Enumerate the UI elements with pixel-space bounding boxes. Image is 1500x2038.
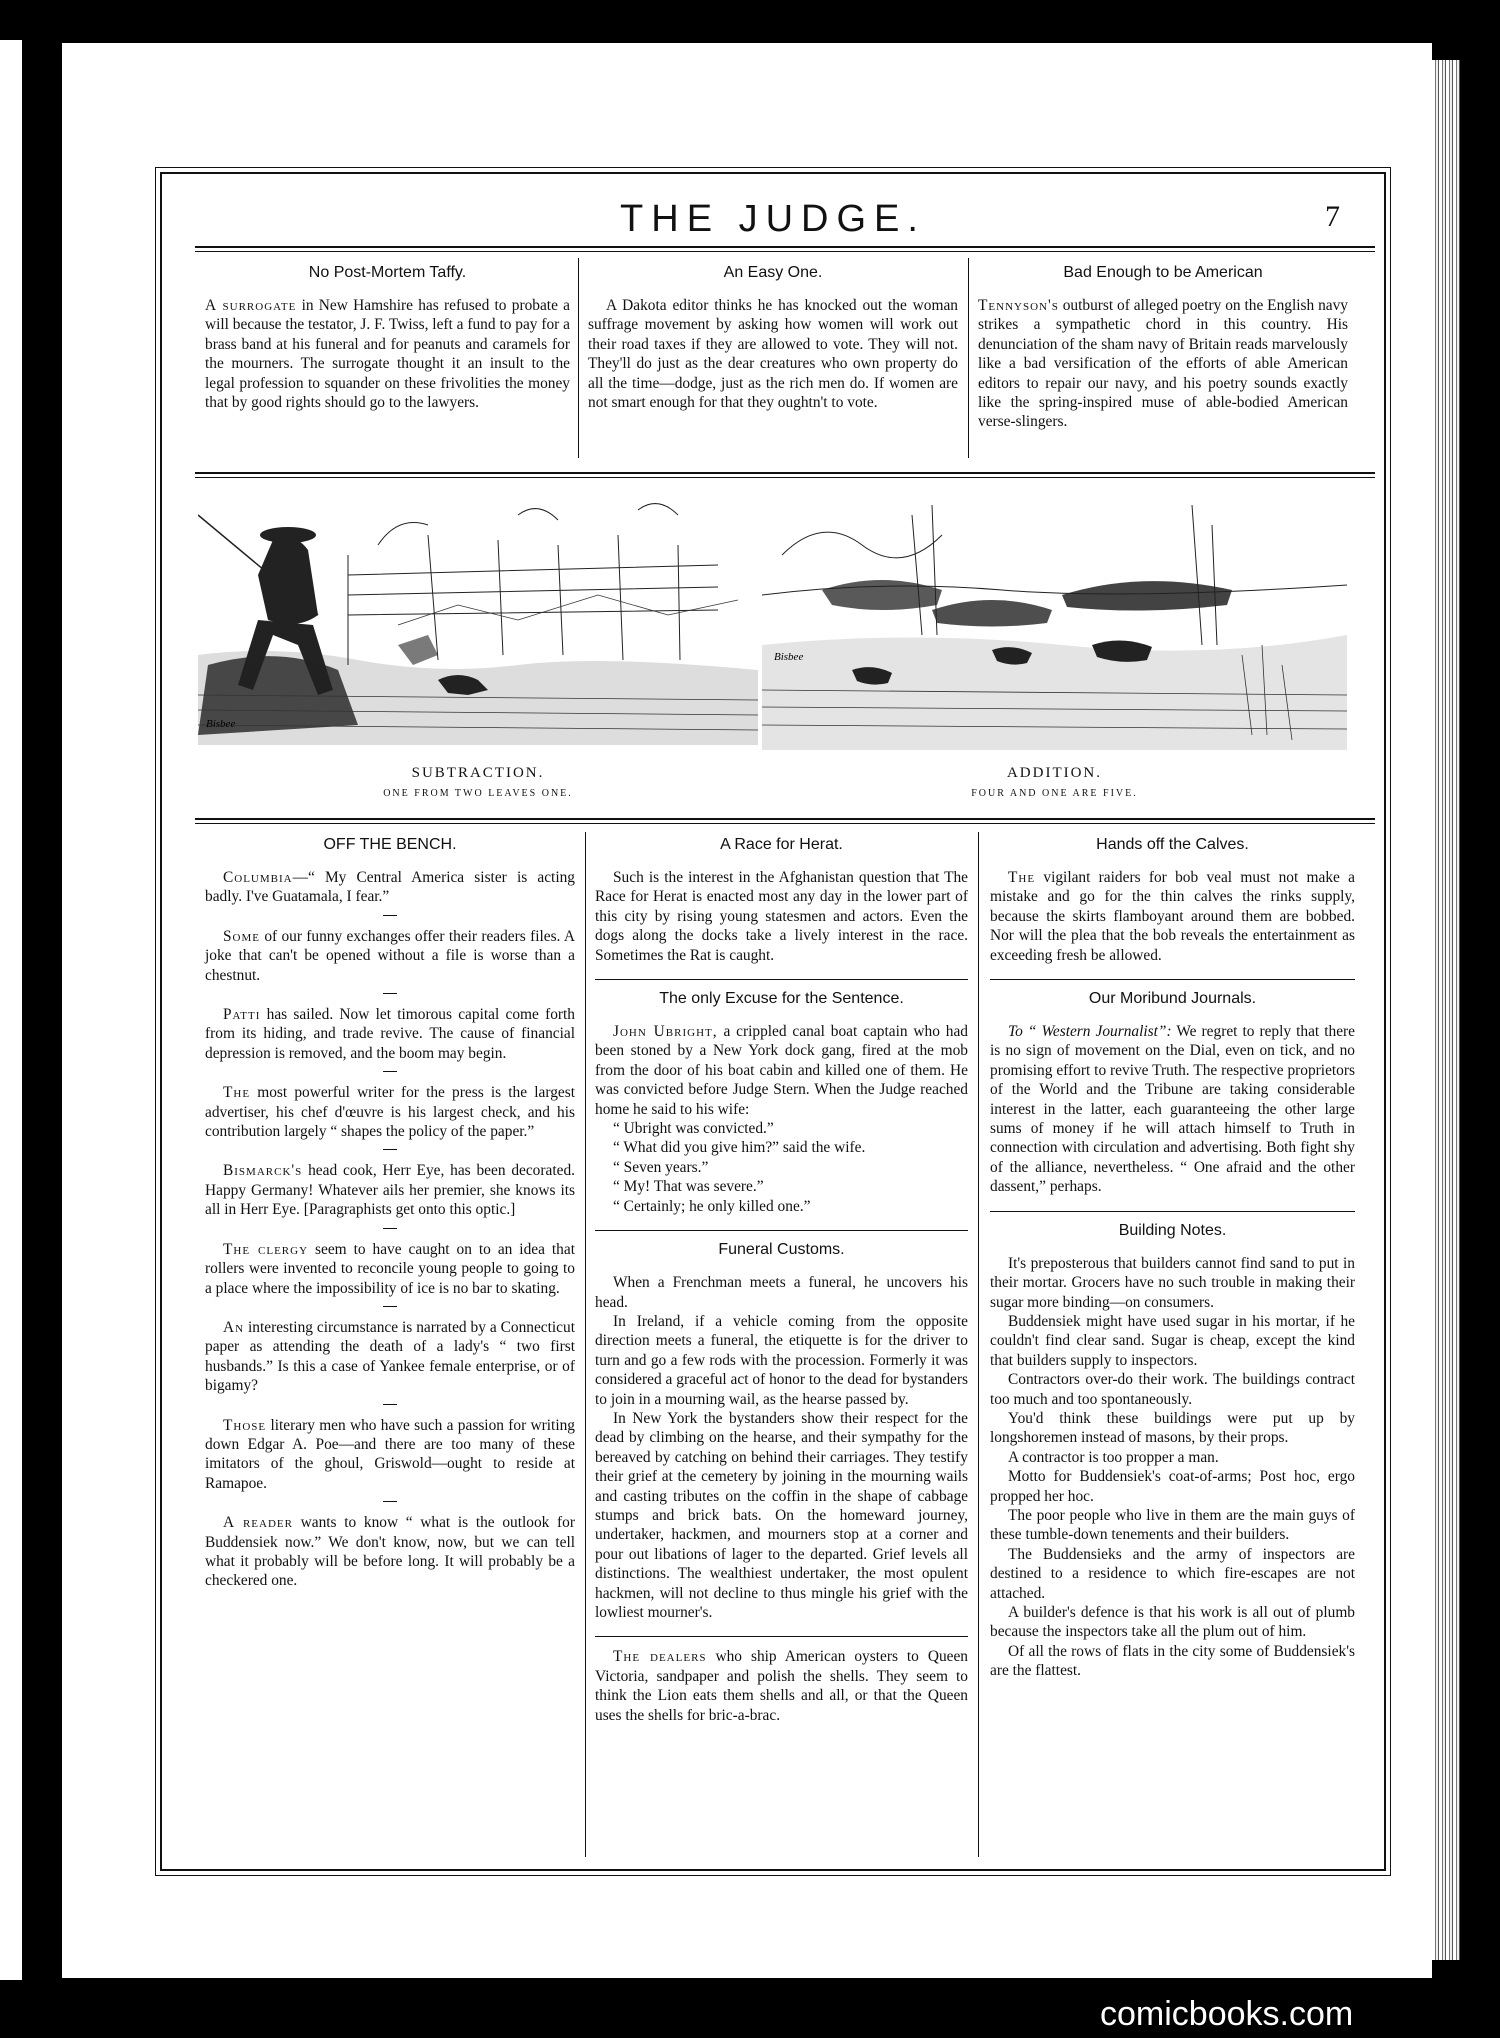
paragraph-text: seem to have caught on to an idea that rollers were invented to reconcile young people to going to a place where the impossibility of ice is no bar to skating. <box>205 1240 575 1297</box>
paragraph-text: You'd think these buildings were put up by longshoremen instead of masons, by their props. <box>990 1409 1355 1447</box>
page-number: 7 <box>1325 200 1340 233</box>
column-divider <box>978 832 979 1857</box>
lead-word: Patti <box>223 1006 261 1024</box>
paragraph-item <box>205 868 575 907</box>
paragraph-text: most powerful writer for the press is the largest advertiser, his chef d'œuvre is his largest check, and his contribution largely “ shapes the policy of the paper.” <box>205 1084 575 1141</box>
dialogue-line: “ Seven years.” <box>613 1158 709 1176</box>
paragraph-text: Such is the interest in the Afghanistan question that The Race for Herat is enacted most any day in the lower part of this city by rising young statesmen and actors. Even the dogs along the docks take a lively interest in the race. Sometimes the Rat is caught. <box>595 869 968 964</box>
section-rule <box>195 818 1375 820</box>
paragraph-item <box>205 927 575 985</box>
article-funeral-customs <box>595 1230 968 1622</box>
article-text: in New Hamshire has refused to probate a will because the testator, J. F. Twiss, left a fund to pay for a brass band at his funeral and for peanuts and caramels for the mourners. The surrogate thought it an insult to the legal profession to squander on these frivolities the money that by good rights should go to the lawyers. <box>205 297 570 412</box>
lead-word: The <box>1008 869 1036 886</box>
article-title: Building Notes. <box>1118 1221 1227 1239</box>
lead-word: A reader <box>223 1514 293 1532</box>
paragraph-text: The poor people who live in them are the main guys of these tumble-down tenements and their builders. <box>990 1506 1355 1544</box>
article-title: No Post-Mortem Taffy. <box>308 264 467 281</box>
article-moribund-journals <box>990 979 1355 1197</box>
article-body <box>588 296 958 412</box>
caption-subtraction <box>198 765 758 799</box>
paragraph-text: It's preposterous that builders cannot find sand to put in their mortar. Grocers have no such trouble in making their sugar more binding—on consumers. <box>990 1254 1355 1311</box>
lead-word: To “ Western Journalist”: <box>1008 1023 1172 1041</box>
article-title: Bad Enough to be American <box>1063 264 1263 281</box>
paragraph-text: Buddensiek might have used sugar in his mortar, if he couldn't find clear sand. Sugar is cheap, except the kind that builders supply to inspectors. <box>990 1312 1355 1369</box>
article-title: An Easy One. <box>723 264 823 281</box>
masthead-rule-2 <box>195 251 1375 252</box>
paragraph-item <box>205 1416 575 1494</box>
paragraph-item <box>205 1083 575 1141</box>
article-title: Funeral Customs. <box>718 1241 845 1259</box>
paragraph-item <box>205 1005 575 1063</box>
column-right <box>990 836 1355 1695</box>
paragraph-item <box>205 1513 575 1591</box>
paragraph-text: wants to know “ what is the outlook for Buddensiek now.” We don't know, now, but we can tell what it probably will be before long. It will probably be a checkered one. <box>205 1514 575 1590</box>
column-off-the-bench <box>205 836 575 1611</box>
article-oyster-dealers <box>595 1636 968 1725</box>
lead-word: The <box>223 1084 251 1102</box>
paragraph-text: —“ My Central America sister is acting badly. I've Guatamala, I fear.” <box>205 869 575 906</box>
artist-signature: Bisbee <box>206 718 236 730</box>
paragraph-text: In Ireland, if a vehicle coming from the opposite direction meets a funeral, the etiquette is for the driver to turn and go a few rods with the procession. Formerly it was considered a graceful act of honor to the dead for bystanders to join in a mourning wail, as the hearse passed by. <box>595 1312 968 1408</box>
article-only-excuse <box>595 979 968 1216</box>
article-body <box>978 296 1348 432</box>
article-easy-one <box>588 264 958 412</box>
caption-addition <box>762 765 1347 799</box>
paragraph-text: who ship American oysters to Queen Victoria, sandpaper and polish the shells. They seem to think the Lion eats them shells and all, or that the Queen uses the shells for bric-a-brac. <box>595 1648 969 1724</box>
article-race-for-herat <box>595 868 968 965</box>
column-divider <box>578 258 579 458</box>
article-text: outburst of alleged poetry on the English navy strikes a sympathetic chord in this country. His denunciation of the sham navy of Britain reads marvelously like a bad versification of the efforts of able American editors to repair our navy, and his poetry sounds exactly like the spring-inspired muse of able-bodied American verse-slingers. <box>978 297 1348 431</box>
paragraph-text: When a Frenchman meets a funeral, he uncovers his head. <box>595 1274 968 1311</box>
article-body <box>205 296 570 412</box>
paragraph-text: vigilant raiders for bob veal must not make a mistake and go for the thin calves the rinks supply, because the skirts flamboyant around them are bobbed. Nor will the plea that the bob reveals the entertainment as exceeding fresh be allowed. <box>990 869 1355 964</box>
paragraph-text: of our funny exchanges offer their readers files. A joke that can't be opened without a file is worse than a chestnut. <box>205 927 575 984</box>
dialogue-line: “ Certainly; he only killed one.” <box>613 1197 811 1215</box>
caption-subtitle: FOUR AND ONE ARE FIVE. <box>971 788 1138 799</box>
paragraph-text: In New York the bystanders show their respect for the dead by climbing on the hearse, and their sympathy for the bereaved by catching on behind their carriages. They testify their grief at the cemetery by joining in the mourning wails and casting tributes on the coffin in the shape of cabbage stumps and brick bats. On the homeward journey, undertaker, hackmen, and mourners stop at a corner and pour out libations of lager to the departed. Grief levels all distinctions. The wealthiest undertaker, the most opulent hackmen, will not decline to thus mingle his grief with the lowliest mourner's. <box>595 1409 968 1621</box>
lead-word: Columbia <box>223 869 293 886</box>
cartoon-subtraction <box>198 495 758 745</box>
article-post-mortem-taffy <box>205 264 570 412</box>
section-rule <box>195 472 1375 474</box>
paragraph-item <box>205 1161 575 1219</box>
stacked-page-edges <box>1432 60 1460 1960</box>
paragraph-text: Of all the rows of flats in the city some of Buddensiek's are the flattest. <box>990 1642 1355 1680</box>
lead-word: The clergy <box>223 1240 309 1258</box>
masthead-title: THE JUDGE. <box>620 198 926 240</box>
section-rule-2 <box>195 823 1375 824</box>
column-middle <box>595 836 968 1739</box>
paragraph-text: Contractors over-do their work. The buildings contract too much and too spontaneously. <box>990 1371 1355 1408</box>
caption-title: SUBTRACTION. <box>411 765 545 781</box>
lead-word: Those <box>223 1416 267 1434</box>
column-divider <box>968 258 969 458</box>
paragraph-item <box>205 1240 575 1298</box>
dialogue-line: “ My! That was severe.” <box>613 1178 764 1196</box>
article-bad-enough <box>978 264 1348 432</box>
paragraph-text: A contractor is too propper a man. <box>1008 1448 1219 1466</box>
paragraph-text: We regret to reply that there is no sign of movement on the Dial, even on tick, and no promising effort to revive Truth. The respective proprietors of the World and the Tribune are taking considerable interest in the latter, each guaranteeing the other large sums of money if he will attach himself to Truth in connection with circulation and advertising. Both fight shy of the alliance, nevertheless. “ One afraid and the other dassent,” perhaps. <box>990 1023 1355 1196</box>
paragraph-text: literary men who have such a passion for writing down Edgar A. Poe—and there are too many of these imitators of the ghoul, Griswold—ought to reside at Ramapoe. <box>205 1416 575 1492</box>
left-page-edge <box>0 40 22 1980</box>
dialogue-line: “ Ubright was convicted.” <box>613 1120 774 1138</box>
section-title: OFF THE BENCH. <box>323 836 457 853</box>
section-rule-2 <box>195 477 1375 478</box>
article-text: A Dakota editor thinks he has knocked out the woman suffrage movement by asking how women will work out their road taxes if they are allowed to vote. They will not. They'll do just as the dear creatures who own property do all the time—dodge, just as the rich men do. If women are not smart enough for that they oughtn't to vote. <box>588 297 958 412</box>
lead-word: John Ubright, <box>613 1023 718 1041</box>
artist-signature: Bisbee <box>774 651 804 663</box>
paragraph-text: Motto for Buddensiek's coat-of-arms; Post hoc, ergo propped her hoc. <box>990 1468 1355 1505</box>
paragraph-text: interesting circumstance is narrated by a Connecticut paper as attending the death of a lady's “ two first husbands.” Is this a case of Yankee female enterprise, or of bigamy? <box>205 1318 575 1395</box>
lead-word: The dealers <box>613 1648 707 1666</box>
caption-subtitle: ONE FROM TWO LEAVES ONE. <box>383 788 573 799</box>
paragraph-text: has sailed. Now let timorous capital come forth from its hiding, and trade revive. The cause of financial depression is removed, and the boom may begin. <box>205 1006 575 1062</box>
lead-word: Tennyson's <box>978 297 1059 314</box>
paragraph-text: The Buddensieks and the army of inspectors are destined to a residence to which fire-escapes are not attached. <box>990 1545 1355 1602</box>
article-title: A Race for Herat. <box>720 836 843 853</box>
article-hands-off-calves <box>990 868 1355 965</box>
masthead-rule <box>195 246 1375 248</box>
article-title: The only Excuse for the Sentence. <box>659 990 904 1008</box>
lead-word: An <box>223 1318 245 1336</box>
article-title: Hands off the Calves. <box>1096 836 1249 853</box>
cartoon-addition <box>762 495 1347 750</box>
site-watermark: comicbooks.com <box>1100 1995 1354 2033</box>
dialogue-line: “ What did you give him?” said the wife. <box>613 1139 866 1157</box>
lead-word: Bismarck's <box>223 1162 303 1180</box>
caption-title: ADDITION. <box>1006 765 1103 781</box>
lead-word: Some <box>223 927 261 945</box>
article-building-notes <box>990 1211 1355 1681</box>
paragraph-text: A builder's defence is that his work is all out of plumb because the inspectors take all the plum out of him. <box>990 1604 1355 1641</box>
paragraph-text: head cook, Herr Eye, has been decorated. Happy Germany! Whatever ails her premier, she knows its all in Herr Eye. [Paragraphists get onto this optic.] <box>205 1162 575 1219</box>
lead-word: A surrogate <box>205 297 297 314</box>
column-divider <box>585 832 586 1857</box>
paragraph-item <box>205 1318 575 1396</box>
article-title: Our Moribund Journals. <box>1088 990 1257 1008</box>
paragraph-text: a crippled canal boat captain who had been stoned by a New York dock gang, fired at the mob from the door of his boat cabin and killed one of them. He was convicted before Judge Stern. When the Judge reached home he said to his wife: <box>595 1023 968 1118</box>
